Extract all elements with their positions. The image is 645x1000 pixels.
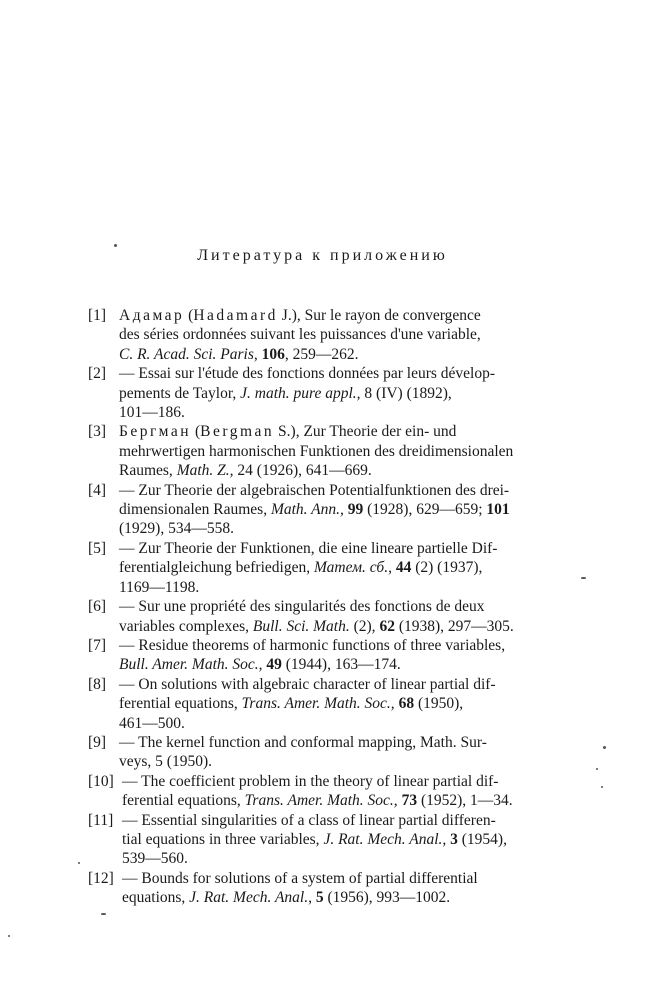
text-segment: (1956), 993—1002. [323,889,451,907]
reference-line [122,888,564,907]
reference-line [122,811,564,830]
text-segment: ferential equations, [119,695,242,713]
reference-line [119,481,564,500]
text-segment: — Essai sur l'étude des fonctions données par leurs dévelop- [119,365,495,383]
reference-line [119,597,564,616]
reference-line [119,384,564,403]
text-segment: 461—500. [119,714,185,732]
text-segment: equations, [122,889,190,907]
reference-line [122,772,564,791]
text-segment: (1928), 629—659; [363,501,487,519]
reference-line [119,422,564,441]
reference-item [88,675,564,733]
scan-speck [603,746,606,749]
text-segment: 8 (IV) (1892), [360,384,452,402]
reference-number: [3] [88,423,107,441]
text-segment: 101 [486,501,510,519]
text-segment: Bull. Sci. Math. [252,617,350,635]
text-segment: Hadamard [193,307,278,324]
text-segment: — On solutions with algebraic character of linear partial dif- [119,675,496,693]
text-segment: ferential equations, [122,792,245,810]
text-segment: Trans. Amer. Math. Soc., [241,695,395,713]
scan-speck [601,786,603,788]
scan-speck [114,244,117,247]
text-segment: — Bounds for solutions of a system of partial differential [122,869,478,887]
reference-text [88,869,564,908]
reference-item [88,733,564,772]
scan-speck [78,862,80,864]
text-segment: — Zur Theorie der algebraischen Potentialfunktionen des drei- [119,481,510,499]
reference-text [88,364,564,422]
text-segment: veys, 5 (1950). [119,753,212,771]
reference-line [122,830,564,849]
reference-item [88,306,564,364]
text-segment: (2), [349,617,380,635]
text-segment: 1169—1198. [119,578,200,596]
reference-item [88,597,564,636]
text-segment: (1929), 534—558. [119,520,234,538]
reference-line [119,539,564,558]
reference-text [88,422,564,480]
reference-line [119,675,564,694]
reference-text [88,597,564,636]
reference-line [119,636,564,655]
reference-line [119,694,564,713]
text-segment: Trans. Amer. Math. Soc., [244,792,398,810]
text-segment: Адамар [119,307,185,324]
reference-text [88,636,564,675]
text-segment: 49 [266,656,282,674]
reference-line [119,714,564,733]
reference-line [119,558,564,577]
text-segment: ( [184,307,194,324]
text-segment: ferentialgleichung befriedigen, [119,559,314,577]
text-segment: S.), Zur Theorie der ein- und [274,423,457,441]
reference-line [119,325,564,344]
reference-text [88,539,564,597]
text-segment: (1938), 297—305. [394,617,514,635]
reference-number: [11] [88,811,114,829]
reference-line [119,617,564,636]
text-segment: J. Rat. Mech. Anal., [323,830,447,848]
text-segment: 44 [395,559,412,577]
text-segment: Raumes, [119,462,177,480]
text-segment: 106 [261,345,285,363]
reference-line [119,306,564,325]
text-segment: pements de Taylor, [119,384,241,402]
text-segment: — Residue theorems of harmonic functions of three variables, [119,636,506,654]
text-segment: 68 [398,695,415,713]
text-segment: Math. Z., [176,462,234,480]
text-segment: Bull. Amer. Math. Soc., [119,656,263,674]
reference-number: [12] [88,869,114,887]
reference-number: [7] [88,636,107,654]
text-segment: J. Rat. Mech. Anal., [189,889,312,907]
reference-line [119,403,564,422]
text-segment: (1954), [457,830,507,848]
text-segment: 99 [347,501,364,519]
text-segment: Bergman [200,423,275,441]
text-segment: Матем. сб., [313,559,392,577]
text-segment: Бергман [119,423,192,441]
reference-line [119,578,564,597]
reference-text [88,772,564,811]
reference-item [88,422,564,480]
text-segment: Math. Ann., [270,501,344,519]
reference-line [119,519,564,538]
text-segment: (1952), 1—34. [417,792,513,810]
text-segment: (1950), [414,695,464,713]
reference-number: [4] [88,481,107,499]
reference-line [119,461,564,480]
reference-line [119,364,564,383]
page-title: Литература к приложению [197,247,448,264]
reference-item [88,364,564,422]
text-segment: variables complexes, [119,617,253,635]
text-segment: 62 [379,617,395,635]
reference-text [88,675,564,733]
text-segment: C. R. Acad. Sci. Paris, [119,345,258,363]
reference-number: [6] [88,598,107,616]
reference-line [119,733,564,752]
scan-speck [8,935,10,937]
text-segment: 539—560. [122,850,188,868]
reference-item [88,811,564,869]
text-segment: 24 (1926), 641—669. [233,462,372,480]
text-segment: — Essential singularities of a class of linear partial differen- [122,811,496,829]
reference-item [88,539,564,597]
text-segment: (1944), 163—174. [281,656,401,674]
reference-text [88,481,564,539]
text-segment: (2) (1937), [411,559,483,577]
text-segment: — The coefficient problem in the theory of linear partial dif- [122,772,499,790]
text-segment: — The kernel function and conformal mapping, Math. Sur- [119,733,487,751]
reference-line [119,752,564,771]
reference-number: [5] [88,539,107,557]
reference-text [88,811,564,869]
reference-number: [2] [88,365,107,383]
text-segment: , 259—262. [284,345,359,363]
reference-text [88,733,564,772]
scan-speck [101,913,106,915]
reference-line [122,791,564,810]
scan-speck [581,577,586,579]
text-segment: 5 [315,889,324,907]
text-segment: 3 [450,830,458,848]
reference-item [88,869,564,908]
reference-line [122,869,564,888]
text-segment: mehrwertigen harmonischen Funktionen des dreidimensionalen [119,442,514,460]
text-segment: — Zur Theorie der Funktionen, die eine lineare partielle Dif- [119,539,498,557]
text-segment: — Sur une propriété des singularités des fonctions de deux [119,598,485,616]
reference-number: [1] [88,307,107,324]
scan-speck [596,768,598,770]
text-segment: ( [191,423,201,441]
reference-item [88,636,564,675]
reference-line [119,655,564,674]
text-segment: J. math. pure appl., [240,384,361,402]
text-segment: dimensionalen Raumes, [119,501,271,519]
text-segment: 73 [401,792,418,810]
reference-text [88,306,564,364]
reference-line [119,442,564,461]
text-segment: tial equations in three variables, [122,830,324,848]
text-segment: 101—186. [119,404,185,422]
reference-item [88,772,564,811]
reference-number: [9] [88,733,107,751]
text-segment: J.), Sur le rayon de convergence [277,307,481,324]
reference-number: [10] [88,772,114,790]
reference-item [88,481,564,539]
reference-line [119,500,564,519]
reference-line [119,345,564,364]
reference-line [122,849,564,868]
reference-number: [8] [88,675,107,693]
reference-list [88,306,564,908]
text-segment: des séries ordonnées suivant les puissances d'une variable, [119,326,481,344]
